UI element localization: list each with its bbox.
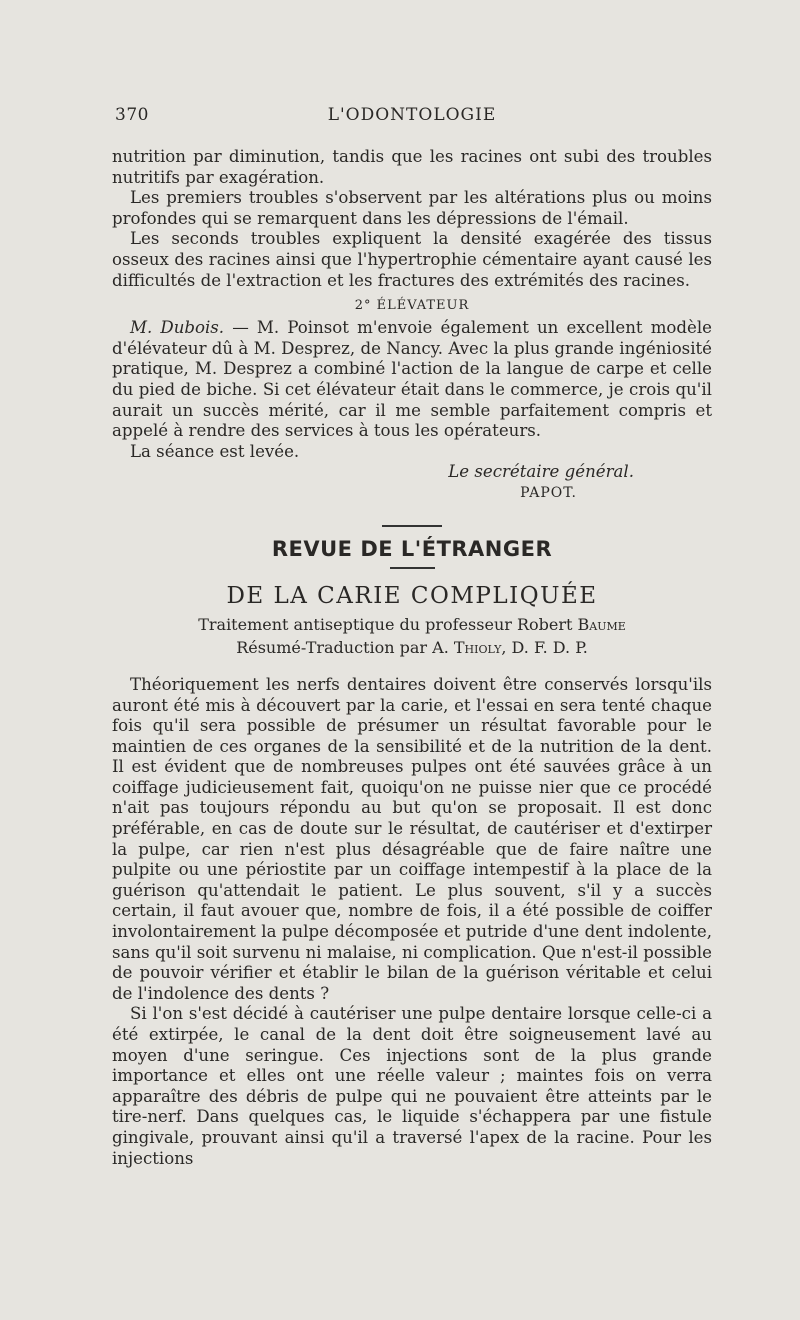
- running-title: L'ODONTOLOGIE: [327, 105, 497, 125]
- paragraph: nutrition par diminution, tandis que les racines ont subi des troubles nutritifs par exagération.: [112, 147, 712, 187]
- article-byline: [112, 636, 712, 659]
- signature-name: PAPOT.: [520, 484, 577, 501]
- paragraph: Si l'on s'est décidé à cautériser une pulpe dentaire lorsque celle-ci a été extirpée, le canal de la dent doit être soigneusement lavé au moyen d'une seringue. Ces injections sont de la plus grande importance et elles ont une réelle valeur ; maintes fois on verra apparaître des débris de pulpe qui ne pouvaient être atteints par le tire-nerf. Dans quelques cas, le liquide s'échappera par une fistule gingivale, prouvant ainsi qu'il a traversé l'apex de la racine. Pour les injections: [112, 1004, 712, 1168]
- divider-rule: [382, 525, 442, 527]
- translator-name: Thioly: [453, 637, 502, 657]
- speaker-text: — M. Poinsot m'envoie également un excellent modèle d'élévateur dû à M. Desprez, de Nancy. Avec la plus grande ingéniosité pratique, M. Desprez a combiné l'action de la langue de carpe et celle du pied de biche. Si cet élévateur était dans le commerce, je crois qu'il aurait un succès mérité, car il me semble parfaitement compris et appelé à rendre des services à tous les opérateurs.: [112, 318, 712, 441]
- signature-role: Le secrétaire général.: [448, 462, 634, 482]
- page-number: 370: [115, 105, 149, 125]
- article-subtitle: [112, 613, 712, 636]
- subtitle-text: Traitement antiseptique du professeur Robert: [198, 614, 578, 634]
- page: [112, 105, 712, 1169]
- author-name: Baume: [577, 614, 626, 634]
- paragraph: Les seconds troubles expliquent la densité exagérée des tissus osseux des racines ainsi que l'hypertrophie cémentaire ayant causé les difficultés de l'extraction et les fractures des extrémités des racines.: [112, 229, 712, 290]
- paragraph: Théoriquement les nerfs dentaires doivent être conservés lorsqu'ils auront été mis à découvert par la carie, et l'essai en sera tenté chaque fois qu'il sera possible de présumer un résultat favorable pour le maintien de ces organes de la sensibilité et de la nutrition de la dent. Il est évident que de nombreuses pulpes ont été sauvées grâce à un coiffage judicieusement fait, quoiqu'on ne puisse nier que ce procédé n'ait pas toujours répondu au but qu'on se proposait. Il est donc préférable, en cas de doute sur le résultat, de cautériser et d'extirper la pulpe, car rien n'est plus désagréable que de faire naître une pulpite ou une périostite par un coiffage intempestif à la place de la guérison qu'attendait le patient. Le plus souvent, s'il y a succès certain, il faut avouer que, nombre de fois, il a été possible de coiffer involontairement la pulpe décomposée et putride d'une dent indolente, sans qu'il soit survenu ni malaise, ni complication. Que n'est-il possible de pouvoir vérifier et établir le bilan de la guérison véritable et celui de l'indolence des dents ?: [112, 674, 712, 1003]
- page-header: [112, 105, 712, 137]
- article-title: DE LA CARIE COMPLIQUÉE: [226, 582, 598, 609]
- speaker-name: M. Dubois.: [130, 318, 225, 338]
- paragraph-dubois: [112, 318, 712, 442]
- divider-rule: [390, 567, 435, 569]
- closing-line: La séance est levée.: [130, 441, 300, 461]
- section-title: REVUE DE L'ÉTRANGER: [271, 536, 553, 561]
- subsection-heading: 2° ÉLÉVATEUR: [354, 298, 470, 314]
- byline-suffix: , D. F. D. P.: [501, 637, 588, 657]
- paragraph: Les premiers troubles s'observent par les altérations plus ou moins profondes qui se remarquent dans les dépressions de l'émail.: [112, 188, 712, 228]
- byline-text: Résumé-Traduction par A.: [236, 637, 454, 657]
